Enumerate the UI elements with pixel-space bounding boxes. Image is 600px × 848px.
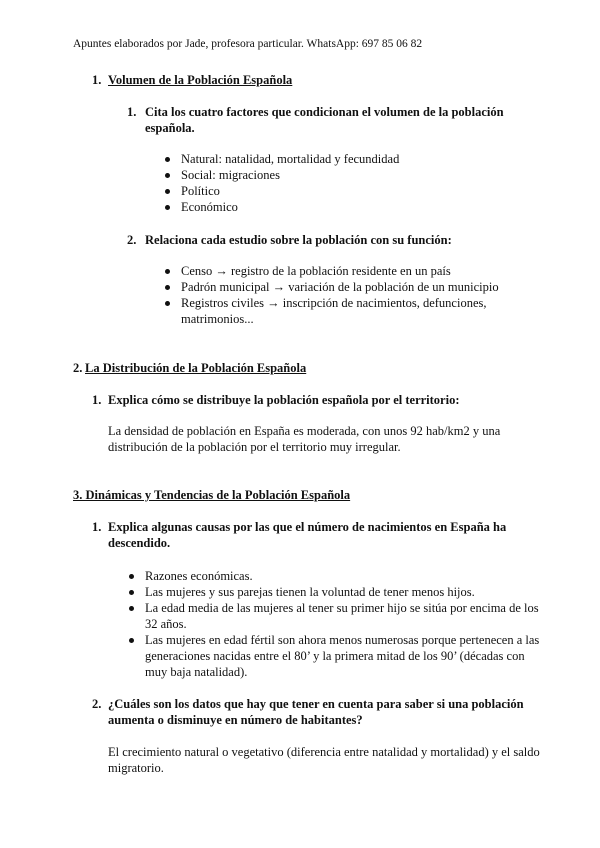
bullet-icon [165,205,170,210]
bullet-icon [165,285,170,290]
section-title: Volumen de la Población Española [108,73,293,87]
question-text: española. [145,121,195,135]
section-title: 3. Dinámicas y Tendencias de la Población Española [73,488,351,502]
question-number: 1. [127,105,137,119]
list-item: Registros civiles → inscripción de nacimientos, defunciones, [181,296,487,310]
page-header: Apuntes elaborados por Jade, profesora particular. WhatsApp: 697 85 06 82 [73,38,423,50]
question-number: 1. [92,393,102,407]
list-item: Las mujeres en edad fértil son ahora menos numerosas porque pertenecen a las [145,633,540,647]
bullet-icon [165,173,170,178]
question-number: 2. [92,697,102,711]
list-item: Las mujeres y sus parejas tienen la voluntad de tener menos hijos. [145,585,475,599]
list-item: Económico [181,200,238,214]
bullet-icon [129,590,134,595]
list-item: Razones económicas. [145,569,253,583]
question-text: descendido. [108,536,171,550]
question-text: aumenta o disminuye en número de habitantes? [108,713,363,727]
list-item-continuation: generaciones nacidas entre el 80’ y la primera mitad de los 90’ (décadas con [145,649,525,663]
list-item: Padrón municipal → variación de la población de un municipio [181,280,499,294]
list-item: Social: migraciones [181,168,280,182]
bullet-icon [165,301,170,306]
bullet-icon [129,606,134,611]
question-text: ¿Cuáles son los datos que hay que tener en cuenta para saber si una población [108,697,524,711]
list-item-continuation: 32 años. [145,617,187,631]
section-number: 1. [92,73,102,87]
list-item: Censo → registro de la población residente en un país [181,264,451,278]
list-item: La edad media de las mujeres al tener su primer hijo se sitúa por encima de los [145,601,539,615]
bullet-icon [165,269,170,274]
section-title: La Distribución de la Población Española [85,361,307,375]
list-item-continuation: muy baja natalidad). [145,665,248,679]
list-item-continuation: matrimonios... [181,312,254,326]
answer-text: La densidad de población en España es moderada, con unos 92 hab/km2 y una [108,424,501,438]
bullet-icon [165,189,170,194]
question-number: 1. [92,520,102,534]
question-text: Explica algunas causas por las que el número de nacimientos en España ha [108,520,507,534]
question-text: Cita los cuatro factores que condicionan el volumen de la población [145,105,504,119]
list-item: Político [181,184,220,198]
bullet-icon [165,157,170,162]
answer-text: distribución de la población por el territorio muy irregular. [108,440,401,454]
bullet-icon [129,638,134,643]
list-item: Natural: natalidad, mortalidad y fecundidad [181,152,400,166]
question-text: Relaciona cada estudio sobre la población con su función: [145,233,452,247]
bullet-icon [129,574,134,579]
question-text: Explica cómo se distribuye la población española por el territorio: [108,393,460,407]
answer-text: El crecimiento natural o vegetativo (diferencia entre natalidad y mortalidad) y el saldo [108,745,540,759]
section-number: 2. [73,361,83,375]
question-number: 2. [127,233,137,247]
answer-text: migratorio. [108,761,164,775]
